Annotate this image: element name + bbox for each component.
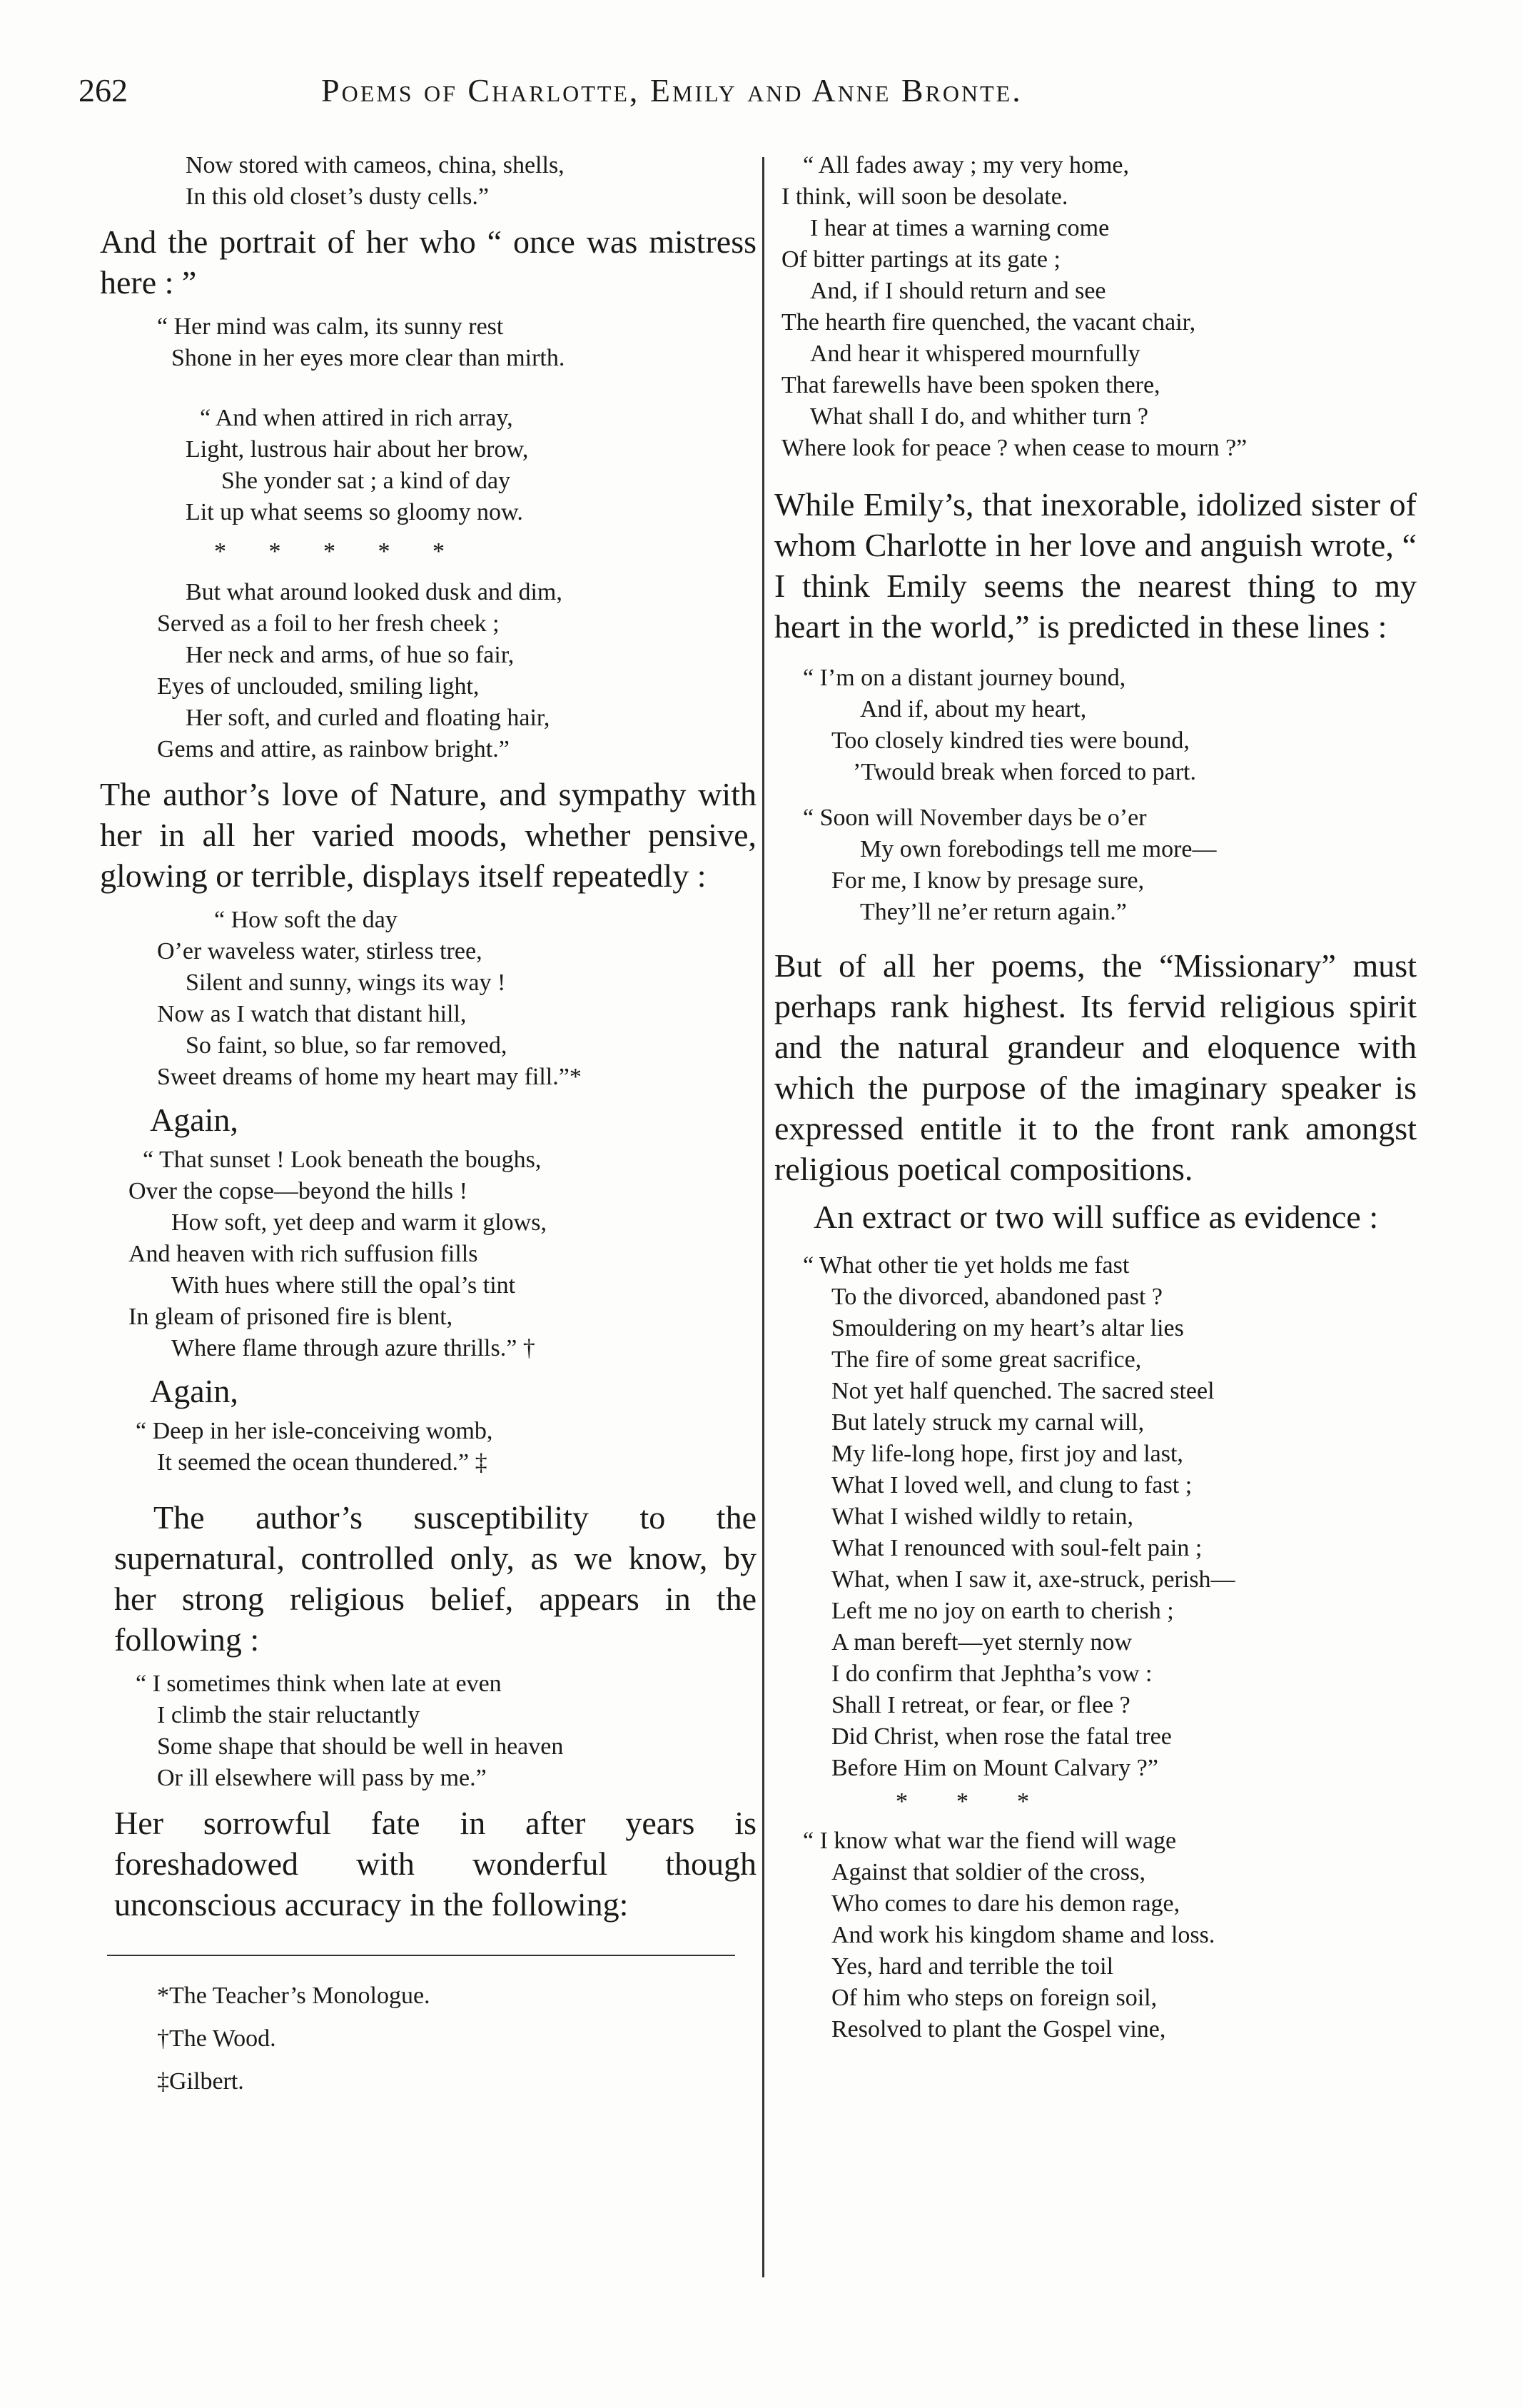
prose-paragraph: And the portrait of her who “ once was mistress here : ” — [100, 223, 757, 301]
verse-line: To the divorced, abandoned past ? — [831, 1284, 1163, 1310]
verse-block — [774, 1825, 1417, 2045]
verse-block — [774, 802, 1417, 928]
verse-line: Now as I watch that distant hill, — [157, 1001, 467, 1027]
verse-line: “ I know what war the fiend will wage — [803, 1828, 1177, 1854]
right-column — [774, 150, 1417, 2045]
verse-line: Where flame through azure thrills.” † — [171, 1335, 535, 1361]
verse-line: Her soft, and curled and floating hair, — [186, 705, 550, 731]
verse-line: She yonder sat ; a kind of day — [221, 468, 511, 494]
verse-block — [114, 311, 757, 374]
verse-line: Light, lustrous hair about her brow, — [186, 436, 529, 463]
verse-line: Where look for peace ? when cease to mourn ?” — [781, 435, 1248, 461]
verse-line: What shall I do, and whither turn ? — [810, 403, 1148, 430]
verse-line: I do confirm that Jephtha’s vow : — [831, 1661, 1153, 1687]
verse-line: What I wished wildly to retain, — [831, 1503, 1134, 1530]
verse-line: A man bereft—yet sternly now — [831, 1629, 1133, 1656]
verse-line: Now stored with cameos, china, shells, — [186, 152, 565, 178]
prose-paragraph: The author’s susceptibility to the supernatural, controlled only, as we know, by her strong religious belief, appears in the following : — [114, 1499, 757, 1658]
prose-paragraph: An extract or two will suffice as evidence : — [814, 1199, 1379, 1235]
verse-line: Silent and sunny, wings its way ! — [186, 969, 506, 996]
section-stars: * * * * * — [214, 538, 445, 565]
verse-line: Served as a foil to her fresh cheek ; — [157, 610, 500, 637]
verse-line: Before Him on Mount Calvary ?” — [831, 1755, 1158, 1781]
verse-line: Not yet half quenched. The sacred steel — [831, 1378, 1215, 1404]
verse-line: Shone in her eyes more clear than mirth. — [171, 345, 565, 371]
verse-line: For me, I know by presage sure, — [831, 867, 1145, 894]
verse-line: Of bitter partings at its gate ; — [781, 246, 1061, 273]
section-stars: * * * — [896, 1788, 1029, 1815]
verse-line: They’ll ne’er return again.” — [860, 899, 1127, 925]
verse-block — [114, 403, 757, 528]
running-title: Poems of Charlotte, Emily and Anne Bronte. — [321, 72, 1023, 109]
verse-line: Gems and attire, as rainbow bright.” — [157, 736, 510, 762]
verse-line: Yes, hard and terrible the toil — [831, 1953, 1114, 1980]
verse-line: “ I’m on a distant journey bound, — [803, 665, 1126, 691]
verse-line: Over the copse—beyond the hills ! — [128, 1178, 467, 1204]
verse-block — [774, 150, 1417, 464]
verse-block — [114, 1416, 757, 1478]
verse-line: “ Her mind was calm, its sunny rest — [157, 313, 504, 340]
verse-line: But what around looked dusk and dim, — [186, 579, 562, 605]
verse-block — [774, 1250, 1417, 1784]
verse-line: It seemed the ocean thundered.” ‡ — [157, 1449, 487, 1476]
verse-line: But lately struck my carnal will, — [831, 1409, 1145, 1436]
verse-line: I hear at times a warning come — [810, 215, 1110, 241]
verse-line: Resolved to plant the Gospel vine, — [831, 2016, 1166, 2042]
footnote-rule — [107, 1955, 735, 1956]
verse-line: “ That sunset ! Look beneath the boughs, — [143, 1147, 542, 1173]
verse-line: “ And when attired in rich array, — [200, 405, 513, 431]
verse-line: “ All fades away ; my very home, — [803, 152, 1129, 178]
verse-line: O’er waveless water, stirless tree, — [157, 938, 482, 964]
column-divider — [762, 157, 764, 2277]
verse-block — [114, 1668, 757, 1794]
verse-line: What I loved well, and clung to fast ; — [831, 1472, 1193, 1498]
verse-line: Smouldering on my heart’s altar lies — [831, 1315, 1184, 1341]
verse-line: How soft, yet deep and warm it glows, — [171, 1209, 547, 1236]
verse-line: What, when I saw it, axe-struck, perish— — [831, 1566, 1235, 1593]
verse-line: Did Christ, when rose the fatal tree — [831, 1723, 1172, 1750]
verse-line: My own forebodings tell me more— — [860, 836, 1217, 862]
verse-line: And if, about my heart, — [860, 696, 1087, 722]
verse-block — [114, 1144, 757, 1364]
verse-line: Against that soldier of the cross, — [831, 1859, 1146, 1885]
verse-line: Shall I retreat, or fear, or flee ? — [831, 1692, 1130, 1718]
verse-line: Who comes to dare his demon rage, — [831, 1890, 1180, 1917]
verse-line: And heaven with rich suffusion fills — [128, 1241, 478, 1267]
verse-line: My life-long hope, first joy and last, — [831, 1441, 1183, 1467]
verse-block — [114, 150, 757, 213]
verse-block — [114, 577, 757, 765]
verse-line: What I renounced with soul-felt pain ; — [831, 1535, 1203, 1561]
verse-line: Of him who steps on foreign soil, — [831, 1985, 1158, 2011]
prose-paragraph: The author’s love of Nature, and sympathy with her in all her varied moods, whether pensive, glowing or terrible, displays itself repeatedly : — [100, 776, 757, 894]
footnote: *The Teacher’s Monologue. — [157, 1983, 430, 2009]
prose-paragraph: But of all her poems, the “Missionary” must perhaps rank highest. Its fervid religious spirit and the natural grandeur and eloquence with which the purpose of the imaginary speaker is expressed entitle it to the front rank amongst religious poetical compositions. — [774, 947, 1417, 1187]
verse-line: With hues where still the opal’s tint — [171, 1272, 516, 1299]
page-number: 262 — [79, 72, 128, 109]
verse-block — [114, 905, 757, 1093]
verse-line: “ Soon will November days be o’er — [803, 805, 1147, 831]
verse-line: In gleam of prisoned fire is blent, — [128, 1304, 453, 1330]
verse-line: In this old closet’s dusty cells.” — [186, 183, 489, 210]
left-column — [100, 150, 757, 2103]
verse-line: Or ill elsewhere will pass by me.” — [157, 1765, 487, 1791]
again-label: Again, — [150, 1373, 238, 1409]
verse-line: So faint, so blue, so far removed, — [186, 1032, 507, 1059]
verse-line: And work his kingdom shame and loss. — [831, 1922, 1215, 1948]
verse-line: Eyes of unclouded, smiling light, — [157, 673, 480, 700]
verse-line: Lit up what seems so gloomy now. — [186, 499, 523, 525]
footnote: ‡Gilbert. — [157, 2068, 244, 2095]
verse-line: “ Deep in her isle-conceiving womb, — [136, 1418, 493, 1444]
verse-line: I climb the stair reluctantly — [157, 1702, 420, 1728]
page-header — [79, 71, 1420, 121]
verse-line: And, if I should return and see — [810, 278, 1106, 304]
verse-line: ’Twould break when forced to part. — [853, 759, 1196, 785]
verse-line: “ What other tie yet holds me fast — [803, 1252, 1130, 1279]
verse-line: And hear it whispered mournfully — [810, 341, 1140, 367]
verse-line: Too closely kindred ties were bound, — [831, 727, 1190, 754]
again-label: Again, — [150, 1102, 238, 1138]
verse-block — [774, 663, 1417, 788]
verse-line: The fire of some great sacrifice, — [831, 1346, 1142, 1373]
verse-line: Left me no joy on earth to cherish ; — [831, 1598, 1174, 1624]
verse-line: That farewells have been spoken there, — [781, 372, 1160, 398]
prose-paragraph: Her sorrowful fate in after years is foreshadowed with wonderful though unconscious accuracy in the following: — [114, 1805, 757, 1923]
verse-line: “ I sometimes think when late at even — [136, 1671, 502, 1697]
verse-line: Sweet dreams of home my heart may fill.”* — [157, 1064, 582, 1090]
verse-line: “ How soft the day — [214, 907, 398, 933]
verse-line: Her neck and arms, of hue so fair, — [186, 642, 515, 668]
verse-line: I think, will soon be desolate. — [781, 183, 1068, 210]
footnote: †The Wood. — [157, 2025, 276, 2052]
verse-line: The hearth fire quenched, the vacant chair, — [781, 309, 1196, 336]
verse-line: Some shape that should be well in heaven — [157, 1733, 564, 1760]
prose-paragraph: While Emily’s, that inexorable, idolized sister of whom Charlotte in her love and anguish wrote, “ I think Emily seems the nearest thing to my heart in the world,” is predicted in these lines : — [774, 486, 1417, 645]
